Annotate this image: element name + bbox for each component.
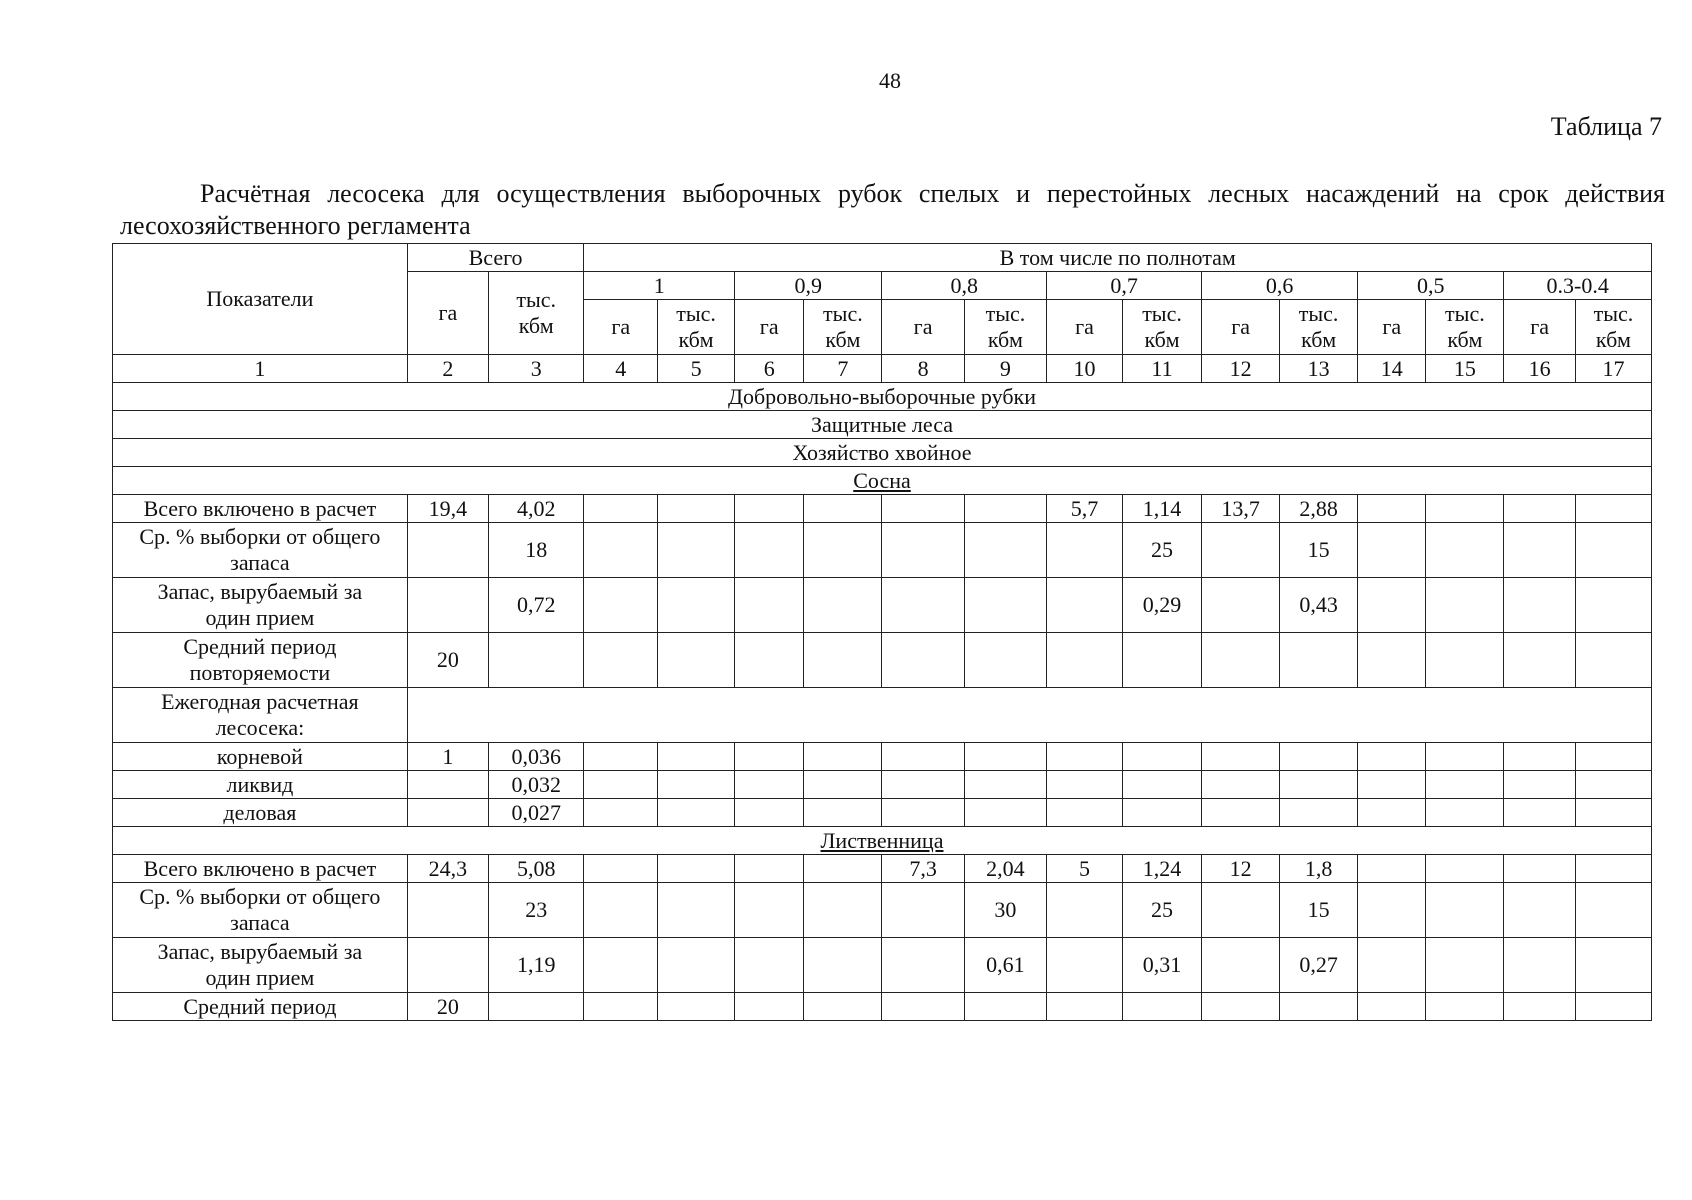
value-cell: 13,7 — [1202, 495, 1280, 523]
value-cell — [1426, 799, 1504, 827]
value-cell — [882, 743, 964, 771]
column-number: 7 — [804, 355, 882, 383]
header-density-03-04: 0.3-0.4 — [1504, 272, 1652, 300]
header-ha: га — [1047, 300, 1123, 355]
value-cell — [882, 495, 964, 523]
value-cell: 30 — [964, 883, 1046, 938]
header-volume: тыс. кбм — [1426, 300, 1504, 355]
value-cell — [407, 578, 488, 633]
value-cell — [804, 743, 882, 771]
value-cell — [1504, 883, 1576, 938]
value-cell: 23 — [489, 883, 584, 938]
value-cell — [1202, 578, 1280, 633]
row-pine-liquid — [113, 771, 1652, 799]
section-cutting-type: Добровольно-выборочные рубки — [113, 383, 1652, 411]
value-cell — [1504, 855, 1576, 883]
value-cell — [1047, 771, 1123, 799]
value-cell: 18 — [489, 523, 584, 578]
value-cell — [489, 993, 584, 1021]
value-cell — [658, 578, 735, 633]
value-cell — [1358, 578, 1426, 633]
value-cell: 0,027 — [489, 799, 584, 827]
value-cell: 1 — [407, 743, 488, 771]
value-cell: 5,08 — [489, 855, 584, 883]
column-number: 13 — [1280, 355, 1358, 383]
row-label: деловая — [113, 799, 408, 827]
row-label: Запас, вырубаемый за один прием — [113, 578, 408, 633]
value-cell — [1426, 993, 1504, 1021]
row-label: Запас, вырубаемый за один прием — [113, 938, 408, 993]
value-cell — [1504, 523, 1576, 578]
column-number: 4 — [584, 355, 658, 383]
value-cell — [658, 799, 735, 827]
value-cell — [1504, 993, 1576, 1021]
header-ha: га — [1504, 300, 1576, 355]
header-total: Всего — [407, 244, 584, 272]
value-cell — [882, 578, 964, 633]
value-cell — [1202, 743, 1280, 771]
value-cell — [735, 523, 804, 578]
row-label: Средний период — [113, 993, 408, 1021]
value-cell — [658, 743, 735, 771]
row-label: Средний период повторяемости — [113, 633, 408, 688]
value-cell: 5,7 — [1047, 495, 1123, 523]
value-cell — [1426, 771, 1504, 799]
row-label: корневой — [113, 743, 408, 771]
value-cell — [1426, 523, 1504, 578]
value-cell: 0,27 — [1280, 938, 1358, 993]
value-cell — [1358, 883, 1426, 938]
value-cell: 0,43 — [1280, 578, 1358, 633]
value-cell — [735, 993, 804, 1021]
value-cell: 0,032 — [489, 771, 584, 799]
value-cell — [735, 743, 804, 771]
value-cell — [964, 523, 1046, 578]
value-cell — [735, 578, 804, 633]
value-cell — [1047, 883, 1123, 938]
value-cell — [584, 938, 658, 993]
value-cell: 19,4 — [407, 495, 488, 523]
value-cell — [882, 883, 964, 938]
value-cell — [804, 495, 882, 523]
value-cell — [882, 938, 964, 993]
value-cell — [804, 633, 882, 688]
value-cell — [584, 743, 658, 771]
value-cell — [1047, 993, 1123, 1021]
row-pine-root — [113, 743, 1652, 771]
value-cell — [584, 799, 658, 827]
value-cell: 2,88 — [1280, 495, 1358, 523]
value-cell — [658, 495, 735, 523]
value-cell — [1504, 495, 1576, 523]
value-cell: 1,8 — [1280, 855, 1358, 883]
value-cell — [1504, 938, 1576, 993]
value-cell — [1122, 743, 1201, 771]
header-density-09: 0,9 — [735, 272, 882, 300]
value-cell — [1280, 771, 1358, 799]
row-label: ликвид — [113, 771, 408, 799]
value-cell — [407, 799, 488, 827]
value-cell — [407, 883, 488, 938]
value-cell — [658, 993, 735, 1021]
value-cell — [1202, 633, 1280, 688]
value-cell: 24,3 — [407, 855, 488, 883]
row-pine-total-included — [113, 495, 1652, 523]
value-cell — [1504, 633, 1576, 688]
value-cell — [1426, 883, 1504, 938]
section-economy: Хозяйство хвойное — [113, 439, 1652, 467]
header-density-06: 0,6 — [1202, 272, 1358, 300]
value-cell — [584, 633, 658, 688]
value-cell — [1426, 855, 1504, 883]
value-cell: 5 — [1047, 855, 1123, 883]
value-cell — [1280, 799, 1358, 827]
value-cell — [1575, 938, 1651, 993]
value-cell: 20 — [407, 633, 488, 688]
cutting-area-table — [112, 243, 1652, 1021]
value-cell — [1202, 993, 1280, 1021]
column-number: 3 — [489, 355, 584, 383]
value-cell — [804, 578, 882, 633]
row-pine-avg-period — [113, 633, 1652, 688]
value-cell: 0,31 — [1122, 938, 1201, 993]
column-number: 11 — [1122, 355, 1201, 383]
section-species-larch: Лиственница — [113, 827, 1652, 855]
header-volume: тыс. кбм — [1280, 300, 1358, 355]
value-cell: 0,036 — [489, 743, 584, 771]
column-number: 6 — [735, 355, 804, 383]
value-cell — [1426, 495, 1504, 523]
value-cell — [1202, 938, 1280, 993]
value-cell — [1122, 771, 1201, 799]
value-cell — [1426, 743, 1504, 771]
value-cell — [882, 633, 964, 688]
table-caption: Расчётная лесосека для осуществления выборочных рубок спелых и перестойных лесных насаждений на срок действия лесохозяйственного регламента — [120, 179, 1665, 240]
value-cell — [584, 523, 658, 578]
value-cell: 1,19 — [489, 938, 584, 993]
value-cell — [658, 771, 735, 799]
section-species-pine: Сосна — [113, 467, 1652, 495]
value-cell: 12 — [1202, 855, 1280, 883]
value-cell — [1575, 883, 1651, 938]
value-cell: 0,29 — [1122, 578, 1201, 633]
row-label: Ежегодная расчетная лесосека: — [113, 688, 408, 743]
value-cell — [735, 495, 804, 523]
value-cell — [1047, 743, 1123, 771]
header-volume: тыс. кбм — [964, 300, 1046, 355]
value-cell: 0,61 — [964, 938, 1046, 993]
value-cell — [1504, 743, 1576, 771]
header-volume: тыс. кбм — [1575, 300, 1651, 355]
value-cell — [1358, 799, 1426, 827]
value-cell — [1575, 771, 1651, 799]
row-pine-business — [113, 799, 1652, 827]
row-larch-avg-period — [113, 993, 1652, 1021]
value-cell: 1,24 — [1122, 855, 1201, 883]
value-cell — [735, 855, 804, 883]
column-number: 16 — [1504, 355, 1576, 383]
value-cell — [1202, 883, 1280, 938]
value-cell — [1575, 495, 1651, 523]
row-pine-avg-pct — [113, 523, 1652, 578]
value-cell — [1047, 799, 1123, 827]
value-cell: 2,04 — [964, 855, 1046, 883]
value-cell — [658, 938, 735, 993]
value-cell — [658, 883, 735, 938]
header-density-08: 0,8 — [882, 272, 1047, 300]
value-cell — [658, 855, 735, 883]
value-cell — [964, 495, 1046, 523]
column-number: 17 — [1575, 355, 1651, 383]
value-cell — [407, 938, 488, 993]
value-cell — [1047, 633, 1123, 688]
value-cell — [1426, 938, 1504, 993]
column-number: 14 — [1358, 355, 1426, 383]
value-cell — [1202, 771, 1280, 799]
value-cell — [964, 993, 1046, 1021]
value-cell — [882, 993, 964, 1021]
value-cell — [1426, 578, 1504, 633]
value-cell — [964, 799, 1046, 827]
value-cell: 25 — [1122, 883, 1201, 938]
value-cell — [1575, 993, 1651, 1021]
header-density-05: 0,5 — [1358, 272, 1504, 300]
value-cell — [1202, 523, 1280, 578]
column-number: 10 — [1047, 355, 1123, 383]
value-cell — [1358, 771, 1426, 799]
header-total-volume: тыс. кбм — [489, 272, 584, 355]
column-number: 9 — [964, 355, 1046, 383]
value-cell: 7,3 — [882, 855, 964, 883]
value-cell: 1,14 — [1122, 495, 1201, 523]
value-cell — [1575, 523, 1651, 578]
row-larch-stock-cut — [113, 938, 1652, 993]
value-cell — [658, 523, 735, 578]
header-ha: га — [584, 300, 658, 355]
value-cell — [1358, 938, 1426, 993]
value-cell — [804, 883, 882, 938]
header-ha: га — [735, 300, 804, 355]
value-cell — [489, 633, 584, 688]
value-cell — [1358, 993, 1426, 1021]
value-cell — [804, 523, 882, 578]
value-cell — [804, 993, 882, 1021]
value-cell — [1575, 578, 1651, 633]
header-ha: га — [882, 300, 964, 355]
row-larch-total-included — [113, 855, 1652, 883]
value-cell — [735, 938, 804, 993]
value-cell — [584, 495, 658, 523]
value-cell — [1575, 633, 1651, 688]
column-number: 15 — [1426, 355, 1504, 383]
value-cell — [735, 633, 804, 688]
value-cell — [964, 743, 1046, 771]
row-pine-stock-cut — [113, 578, 1652, 633]
value-cell: 15 — [1280, 523, 1358, 578]
value-cell: 25 — [1122, 523, 1201, 578]
value-cell — [1047, 523, 1123, 578]
value-cell — [1358, 855, 1426, 883]
value-cell — [1358, 523, 1426, 578]
value-cell — [735, 799, 804, 827]
value-cell: 15 — [1280, 883, 1358, 938]
value-cell — [1575, 743, 1651, 771]
header-total-ha: га — [407, 272, 488, 355]
header-incl-density: В том числе по полнотам — [584, 244, 1652, 272]
value-cell — [1122, 633, 1201, 688]
value-cell — [1280, 633, 1358, 688]
header-density-1: 1 — [584, 272, 735, 300]
value-cell: 0,72 — [489, 578, 584, 633]
header-ha: га — [1358, 300, 1426, 355]
value-cell — [882, 523, 964, 578]
header-volume: тыс. кбм — [1122, 300, 1201, 355]
table-label: Таблица 7 — [1550, 112, 1662, 141]
value-cell — [882, 799, 964, 827]
value-cell — [407, 771, 488, 799]
column-number: 8 — [882, 355, 964, 383]
column-number: 1 — [113, 355, 408, 383]
value-cell: 4,02 — [489, 495, 584, 523]
value-cell — [584, 855, 658, 883]
value-cell — [1504, 799, 1576, 827]
value-cell — [1122, 799, 1201, 827]
value-cell — [1122, 993, 1201, 1021]
value-cell — [804, 799, 882, 827]
column-number: 5 — [658, 355, 735, 383]
value-cell — [1426, 633, 1504, 688]
value-cell — [1504, 578, 1576, 633]
value-cell — [964, 771, 1046, 799]
value-cell — [1358, 743, 1426, 771]
value-cell — [584, 771, 658, 799]
row-label: Ср. % выборки от общего запаса — [113, 883, 408, 938]
column-number: 2 — [407, 355, 488, 383]
value-cell — [804, 855, 882, 883]
row-label: Всего включено в расчет — [113, 495, 408, 523]
column-number: 12 — [1202, 355, 1280, 383]
value-cell — [964, 633, 1046, 688]
section-forest-category: Защитные леса — [113, 411, 1652, 439]
value-cell — [1047, 578, 1123, 633]
value-cell — [1575, 855, 1651, 883]
value-cell — [658, 633, 735, 688]
value-cell — [735, 883, 804, 938]
value-cell — [735, 771, 804, 799]
header-ha: га — [1202, 300, 1280, 355]
value-cell — [1047, 938, 1123, 993]
value-cell — [882, 771, 964, 799]
empty-merged-cell — [407, 688, 1651, 743]
value-cell — [1575, 799, 1651, 827]
value-cell — [1504, 771, 1576, 799]
page-number: 48 — [879, 68, 901, 93]
row-label: Всего включено в расчет — [113, 855, 408, 883]
header-volume: тыс. кбм — [804, 300, 882, 355]
value-cell — [407, 523, 488, 578]
value-cell — [584, 993, 658, 1021]
value-cell — [1358, 633, 1426, 688]
value-cell — [1202, 799, 1280, 827]
value-cell — [1358, 495, 1426, 523]
header-indicators: Показатели — [113, 244, 408, 355]
value-cell — [804, 938, 882, 993]
header-density-07: 0,7 — [1047, 272, 1202, 300]
header-volume: тыс. кбм — [658, 300, 735, 355]
row-larch-avg-pct — [113, 883, 1652, 938]
value-cell: 20 — [407, 993, 488, 1021]
value-cell — [1280, 993, 1358, 1021]
row-pine-annual-label — [113, 688, 1652, 743]
row-label: Ср. % выборки от общего запаса — [113, 523, 408, 578]
value-cell — [584, 578, 658, 633]
value-cell — [964, 578, 1046, 633]
value-cell — [1280, 743, 1358, 771]
value-cell — [804, 771, 882, 799]
value-cell — [584, 883, 658, 938]
